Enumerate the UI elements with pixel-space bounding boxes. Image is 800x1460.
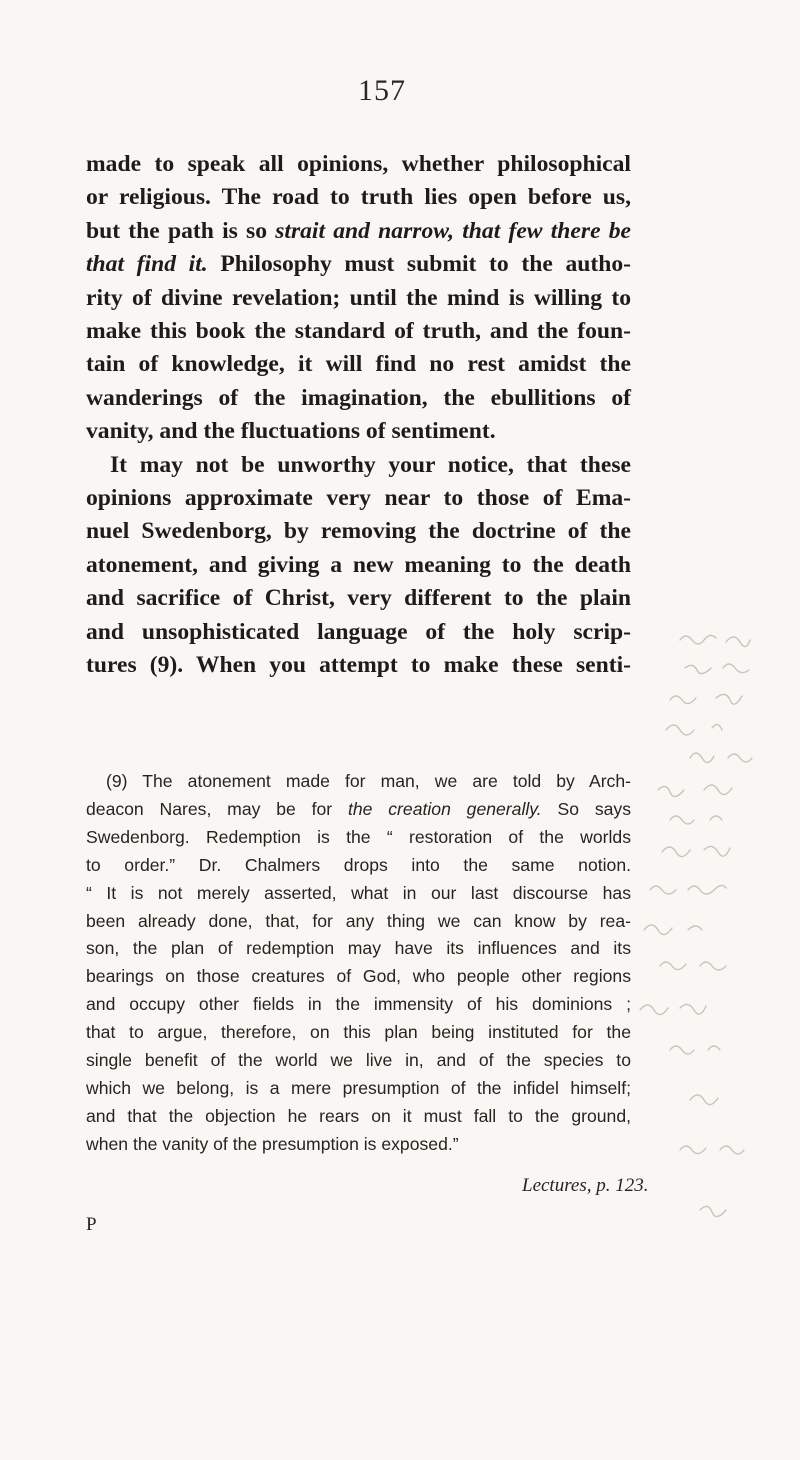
footnote-line: and occupy other fields in the immensity of his dominions ; <box>86 994 631 1015</box>
footnote-line: been already done, that, for any thing we can know by rea- <box>86 910 631 931</box>
footnote-line: when the vanity of the presumption is exposed.” <box>86 1133 459 1154</box>
marginalia-stroke <box>662 846 730 856</box>
body-line: nuel Swedenborg, by removing the doctrine of the <box>86 518 631 545</box>
marginalia-stroke <box>650 885 726 894</box>
body-line: make this book the standard of truth, and the foun- <box>86 318 631 345</box>
body-line <box>86 248 631 281</box>
body-line: It may not be unworthy your notice, that these <box>110 451 631 478</box>
page-number: 157 <box>358 74 406 107</box>
body-line: tain of knowledge, it will find no rest amidst the <box>86 351 631 378</box>
marginalia-stroke <box>690 753 752 763</box>
marginalia-stroke <box>670 1046 720 1054</box>
footnote-line: bearings on those creatures of God, who people other regions <box>86 966 631 987</box>
footnote-line <box>86 796 631 824</box>
footnote-line: “ It is not merely asserted, what in our last discourse has <box>86 882 631 903</box>
body-line <box>86 215 631 248</box>
body-line: made to speak all opinions, whether philosophical <box>86 151 631 177</box>
handwritten-marginalia <box>630 630 800 1430</box>
marginalia-stroke <box>690 1095 718 1105</box>
body-line: vanity, and the fluctuations of sentiment. <box>86 418 496 445</box>
body-line: rity of divine revelation; until the mind is willing to <box>86 284 631 311</box>
italic-quote: that find it. <box>86 251 208 278</box>
marginalia-stroke <box>680 635 750 646</box>
body-line: and sacrifice of Christ, very different to the plain <box>86 585 631 612</box>
footnote-line: that to argue, therefore, on this plan being instituted for the <box>86 1022 631 1043</box>
marginalia-stroke <box>670 816 722 824</box>
footnote-line: Swedenborg. Redemption is the “ restoration of the worlds <box>86 826 631 847</box>
footnote-text-run: deacon Nares, may be for <box>86 798 348 819</box>
body-text-run: but the path is so <box>86 217 276 244</box>
footnote-citation: Lectures, p. 123. <box>522 1175 649 1196</box>
marginalia-stroke <box>685 664 749 674</box>
marginalia-stroke <box>670 694 742 704</box>
footnote-line: which we belong, is a mere presumption of the infidel himself; <box>86 1077 631 1098</box>
footnote-line: and that the objection he rears on it must fall to the ground, <box>86 1105 631 1126</box>
footnote-line: son, the plan of redemption may have its influences and its <box>86 938 631 959</box>
body-line: opinions approximate very near to those of Ema- <box>86 485 631 512</box>
footnote-line: to order.” Dr. Chalmers drops into the same notion. <box>86 854 631 875</box>
body-line: and unsophisticated language of the holy scrip- <box>86 618 631 645</box>
footnote-line: single benefit of the world we live in, and of the species to <box>86 1050 631 1071</box>
body-line: tures (9). When you attempt to make these senti- <box>86 652 631 679</box>
marginalia-stroke <box>658 785 732 797</box>
footnote-block <box>86 768 631 1159</box>
footnote-line: (9) The atonement made for man, we are told by Arch- <box>106 771 631 791</box>
body-text-run: Philosophy must submit to the autho- <box>207 251 631 278</box>
italic-phrase: the creation generally. <box>347 798 542 819</box>
marginalia-stroke <box>700 1206 726 1216</box>
italic-quote: strait and narrow, that few there be <box>275 217 632 244</box>
body-line: atonement, and giving a new meaning to the death <box>86 551 631 578</box>
body-line: or religious. The road to truth lies open before us, <box>86 184 631 211</box>
footnote-text-run: So says <box>541 798 631 819</box>
printer-signature-mark: P <box>86 1214 97 1235</box>
main-text-block <box>86 148 631 683</box>
marginalia-stroke <box>680 1146 744 1154</box>
marginalia-stroke <box>666 724 722 735</box>
marginalia-stroke <box>640 1004 706 1014</box>
marginalia-stroke <box>644 925 702 935</box>
body-line: wanderings of the imagination, the ebullitions of <box>86 384 631 411</box>
marginalia-stroke <box>660 962 726 970</box>
